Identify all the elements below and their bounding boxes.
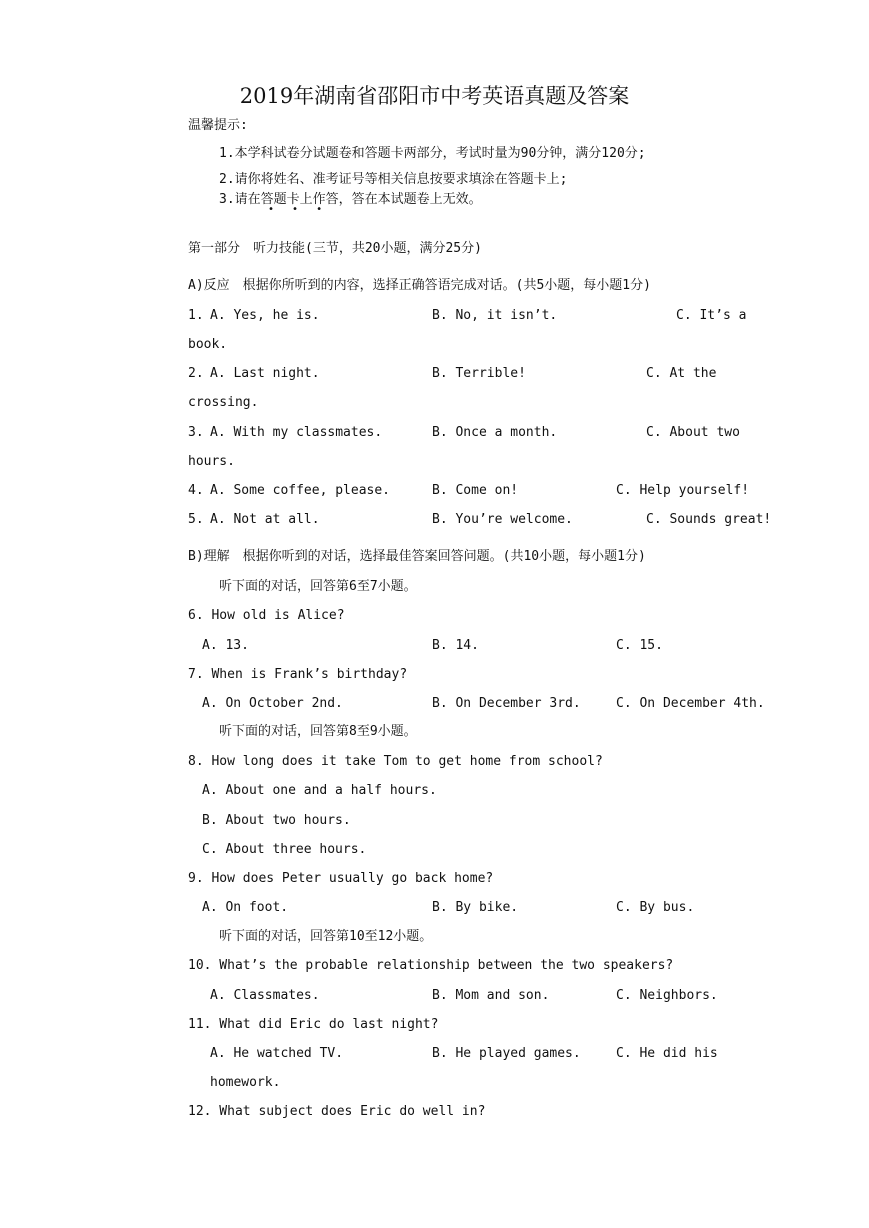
q1-option-a: A. Yes, he is. — [210, 308, 320, 323]
q4-option-c: C. Help yourself! — [616, 483, 750, 498]
part1-heading: 第一部分 听力技能(三节，共20小题，满分25分) — [188, 241, 482, 256]
q11-option-c: C. He did his — [616, 1046, 718, 1061]
q9-option-b: B. By bike. — [432, 900, 519, 915]
q3-option-c-cont: hours. — [188, 454, 235, 469]
q9-stem: 9. How does Peter usually go back home? — [188, 871, 494, 886]
tip-item-3: 3.请在答题卡上作答，答在本试题卷上无效。 — [219, 192, 482, 207]
q11-stem: 11. What did Eric do last night? — [188, 1017, 439, 1032]
q11-option-c-cont: homework. — [210, 1075, 281, 1090]
q12-stem: 12. What subject does Eric do well in? — [188, 1104, 486, 1119]
q1-number: 1. — [188, 308, 204, 323]
q10-option-c: C. Neighbors. — [616, 988, 718, 1003]
q11-option-a: A. He watched TV. — [210, 1046, 344, 1061]
q11-option-b: B. He played games. — [432, 1046, 581, 1061]
tip-item-2: 2.请你将姓名、准考证号等相关信息按要求填涂在答题卡上; — [219, 172, 568, 187]
q8-option-b: B. About two hours. — [202, 813, 351, 828]
q7-option-b: B. On December 3rd. — [432, 696, 581, 711]
q10-option-b: B. Mom and son. — [432, 988, 550, 1003]
q5-number: 5. — [188, 512, 204, 527]
q10-option-a: A. Classmates. — [210, 988, 320, 1003]
q5-option-c: C. Sounds great! — [646, 512, 772, 527]
q8-stem: 8. How long does it take Tom to get home from school? — [188, 754, 603, 769]
tip-item-1: 1.本学科试卷分试题卷和答题卡两部分，考试时量为90分钟，满分120分; — [219, 146, 646, 161]
q9-option-c: C. By bus. — [616, 900, 695, 915]
q8-option-c: C. About three hours. — [202, 842, 367, 857]
q4-number: 4. — [188, 483, 204, 498]
page-title: 2019年湖南省邵阳市中考英语真题及答案 — [239, 84, 630, 108]
q3-option-b: B. Once a month. — [432, 425, 558, 440]
q3-number: 3. — [188, 425, 204, 440]
q6-option-b: B. 14. — [432, 638, 479, 653]
q7-option-c: C. On December 4th. — [616, 696, 765, 711]
q10-stem: 10. What’s the probable relationship between the two speakers? — [188, 958, 674, 973]
instruction-8-9: 听下面的对话，回答第8至9小题。 — [219, 724, 417, 739]
tips-heading: 温馨提示: — [188, 118, 248, 133]
q9-option-a: A. On foot. — [202, 900, 289, 915]
q1-option-c: C. It’s a — [676, 308, 747, 323]
q5-option-a: A. Not at all. — [210, 512, 320, 527]
q4-option-b: B. Come on! — [432, 483, 519, 498]
instruction-6-7: 听下面的对话，回答第6至7小题。 — [219, 579, 417, 594]
q2-option-c-cont: crossing. — [188, 395, 259, 410]
instruction-10-12: 听下面的对话，回答第10至12小题。 — [219, 929, 433, 944]
q2-option-a: A. Last night. — [210, 366, 320, 381]
q3-option-c: C. About two — [646, 425, 740, 440]
q2-option-b: B. Terrible! — [432, 366, 526, 381]
emphasis-dots: • • • — [268, 204, 329, 215]
q6-stem: 6. How old is Alice? — [188, 608, 345, 623]
q1-option-b: B. No, it isn’t. — [432, 308, 558, 323]
q4-option-a: A. Some coffee, please. — [210, 483, 391, 498]
q1-option-c-cont: book. — [188, 337, 228, 352]
q2-number: 2. — [188, 366, 204, 381]
q7-stem: 7. When is Frank’s birthday? — [188, 667, 408, 682]
q3-option-a: A. With my classmates. — [210, 425, 383, 440]
q6-option-c: C. 15. — [616, 638, 663, 653]
sectionB-heading: B)理解 根据你听到的对话，选择最佳答案回答问题。(共10小题，每小题1分) — [188, 549, 646, 564]
sectionA-heading: A)反应 根据你所听到的内容，选择正确答语完成对话。(共5小题，每小题1分) — [188, 278, 651, 293]
q6-option-a: A. 13. — [202, 638, 249, 653]
q5-option-b: B. You’re welcome. — [432, 512, 573, 527]
q7-option-a: A. On October 2nd. — [202, 696, 343, 711]
q8-option-a: A. About one and a half hours. — [202, 783, 437, 798]
q2-option-c: C. At the — [646, 366, 717, 381]
